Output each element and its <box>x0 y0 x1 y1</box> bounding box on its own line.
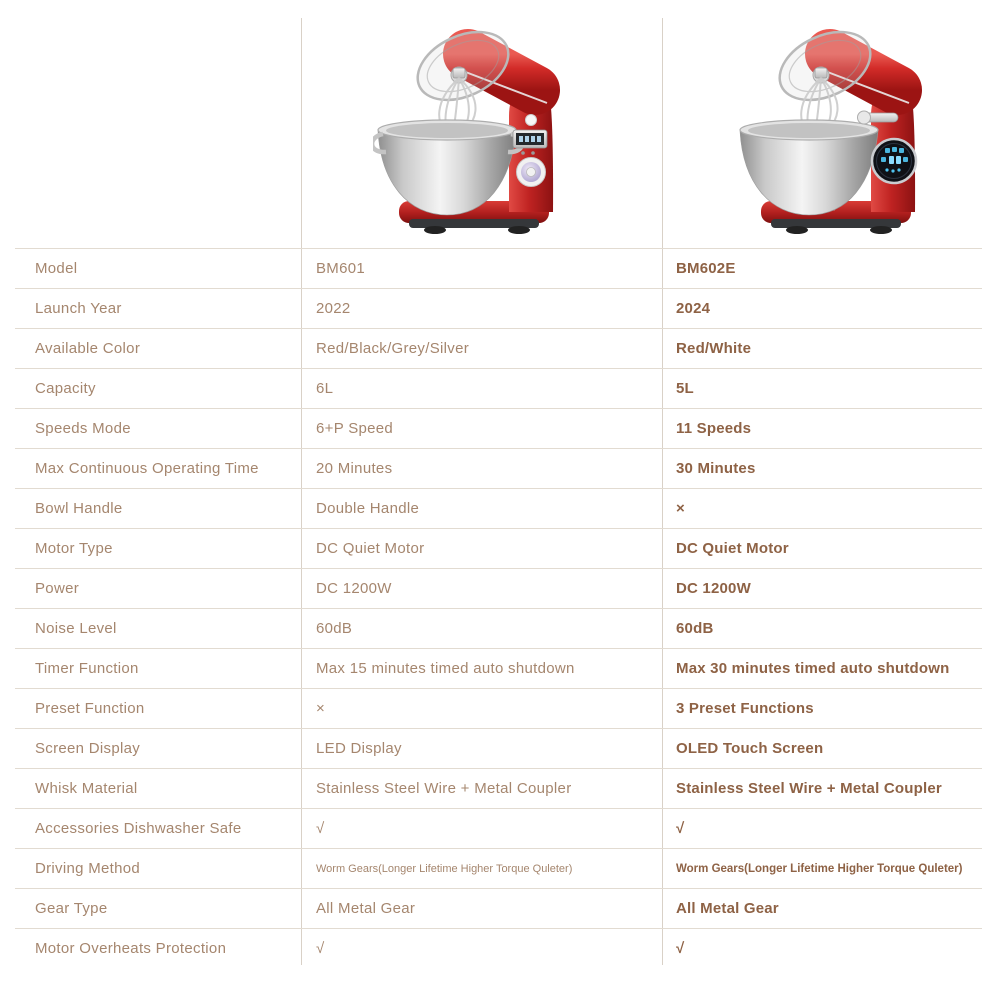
spec-label: Capacity <box>35 380 96 397</box>
spec-value-bm602e: BM602E <box>676 260 736 277</box>
tilt-lever <box>858 111 899 124</box>
spec-value-bm601: Red/Black/Grey/Silver <box>316 340 470 357</box>
spec-label: Gear Type <box>35 900 108 917</box>
spec-value-bm602e: Max 30 minutes timed auto shutdown <box>676 660 950 677</box>
spec-value-bm602e: √ <box>676 820 685 837</box>
spec-value-bm601: 6L <box>316 380 334 397</box>
spec-value-bm601: 2022 <box>316 300 351 317</box>
table-row <box>15 328 982 368</box>
spec-value-bm602e: 11 Speeds <box>676 420 752 437</box>
table-row <box>15 488 982 528</box>
spec-label: Preset Function <box>35 700 145 717</box>
spec-label: Motor Type <box>35 540 113 557</box>
spec-value-bm602e: DC Quiet Motor <box>676 540 789 557</box>
spec-label: Bowl Handle <box>35 500 123 517</box>
table-row <box>15 728 982 768</box>
spec-comparison-table <box>15 248 982 968</box>
table-row <box>15 648 982 688</box>
spec-value-bm601: DC Quiet Motor <box>316 540 425 557</box>
spec-value-bm602e: 30 Minutes <box>676 460 756 477</box>
table-row <box>15 568 982 608</box>
spec-value-bm602e: DC 1200W <box>676 580 751 597</box>
spec-value-bm601: Worm Gears(Longer Lifetime Higher Torque Quleter) <box>316 862 573 875</box>
spec-value-bm602e: 5L <box>676 380 694 397</box>
speed-knob <box>517 158 546 187</box>
table-row <box>15 808 982 848</box>
table-row <box>15 848 982 888</box>
table-row <box>15 248 982 288</box>
spec-value-bm602e: × <box>676 500 685 517</box>
spec-label: Driving Method <box>35 860 141 877</box>
spec-value-bm602e: √ <box>676 940 685 957</box>
table-row <box>15 928 982 968</box>
spec-label: Available Color <box>35 340 141 357</box>
table-row <box>15 608 982 648</box>
oled-touch-screen <box>872 139 916 183</box>
spec-label: Speeds Mode <box>35 420 131 437</box>
table-row <box>15 688 982 728</box>
spec-value-bm601: LED Display <box>316 740 402 757</box>
table-row <box>15 288 982 328</box>
spec-value-bm601: √ <box>316 820 325 837</box>
spec-label: Accessories Dishwasher Safe <box>35 820 242 837</box>
bm602e-product-photo <box>735 18 930 236</box>
spec-value-bm602e: All Metal Gear <box>676 900 779 917</box>
mixing-bowl <box>740 120 878 215</box>
spec-label: Screen Display <box>35 740 141 757</box>
spec-value-bm601: × <box>316 700 326 717</box>
table-row <box>15 408 982 448</box>
spec-value-bm601: DC 1200W <box>316 580 392 597</box>
table-row <box>15 768 982 808</box>
spec-value-bm601: BM601 <box>316 260 366 277</box>
spec-value-bm601: Double Handle <box>316 500 420 517</box>
spec-label: Motor Overheats Protection <box>35 940 227 957</box>
spec-label: Model <box>35 260 78 277</box>
table-row <box>15 368 982 408</box>
spec-value-bm601: Stainless Steel Wire + Metal Coupler <box>316 780 572 797</box>
spec-value-bm602e: 3 Preset Functions <box>676 700 814 717</box>
table-row <box>15 528 982 568</box>
spec-label: Power <box>35 580 80 597</box>
spec-label: Launch Year <box>35 300 122 317</box>
bm601-product-photo <box>373 18 568 236</box>
spec-label: Whisk Material <box>35 780 138 797</box>
spec-value-bm602e: Worm Gears(Longer Lifetime Higher Torque Quleter) <box>676 862 963 875</box>
spec-value-bm601: 60dB <box>316 620 353 637</box>
spec-value-bm601: Max 15 minutes timed auto shutdown <box>316 660 575 677</box>
spec-label: Max Continuous Operating Time <box>35 460 259 477</box>
spec-table-body <box>15 248 982 968</box>
table-row <box>15 888 982 928</box>
spec-label: Noise Level <box>35 620 117 637</box>
mixing-bowl <box>373 120 522 215</box>
spec-value-bm602e: Red/White <box>676 340 752 357</box>
spec-value-bm601: √ <box>316 940 325 957</box>
spec-label: Timer Function <box>35 660 139 677</box>
spec-value-bm602e: 60dB <box>676 620 714 637</box>
spec-value-bm601: All Metal Gear <box>316 900 416 917</box>
spec-value-bm602e: Stainless Steel Wire + Metal Coupler <box>676 780 942 797</box>
spec-value-bm601: 6+P Speed <box>316 420 394 437</box>
spec-value-bm602e: 2024 <box>676 300 711 317</box>
spec-value-bm601: 20 Minutes <box>316 460 393 477</box>
table-row <box>15 448 982 488</box>
spec-value-bm602e: OLED Touch Screen <box>676 740 824 757</box>
